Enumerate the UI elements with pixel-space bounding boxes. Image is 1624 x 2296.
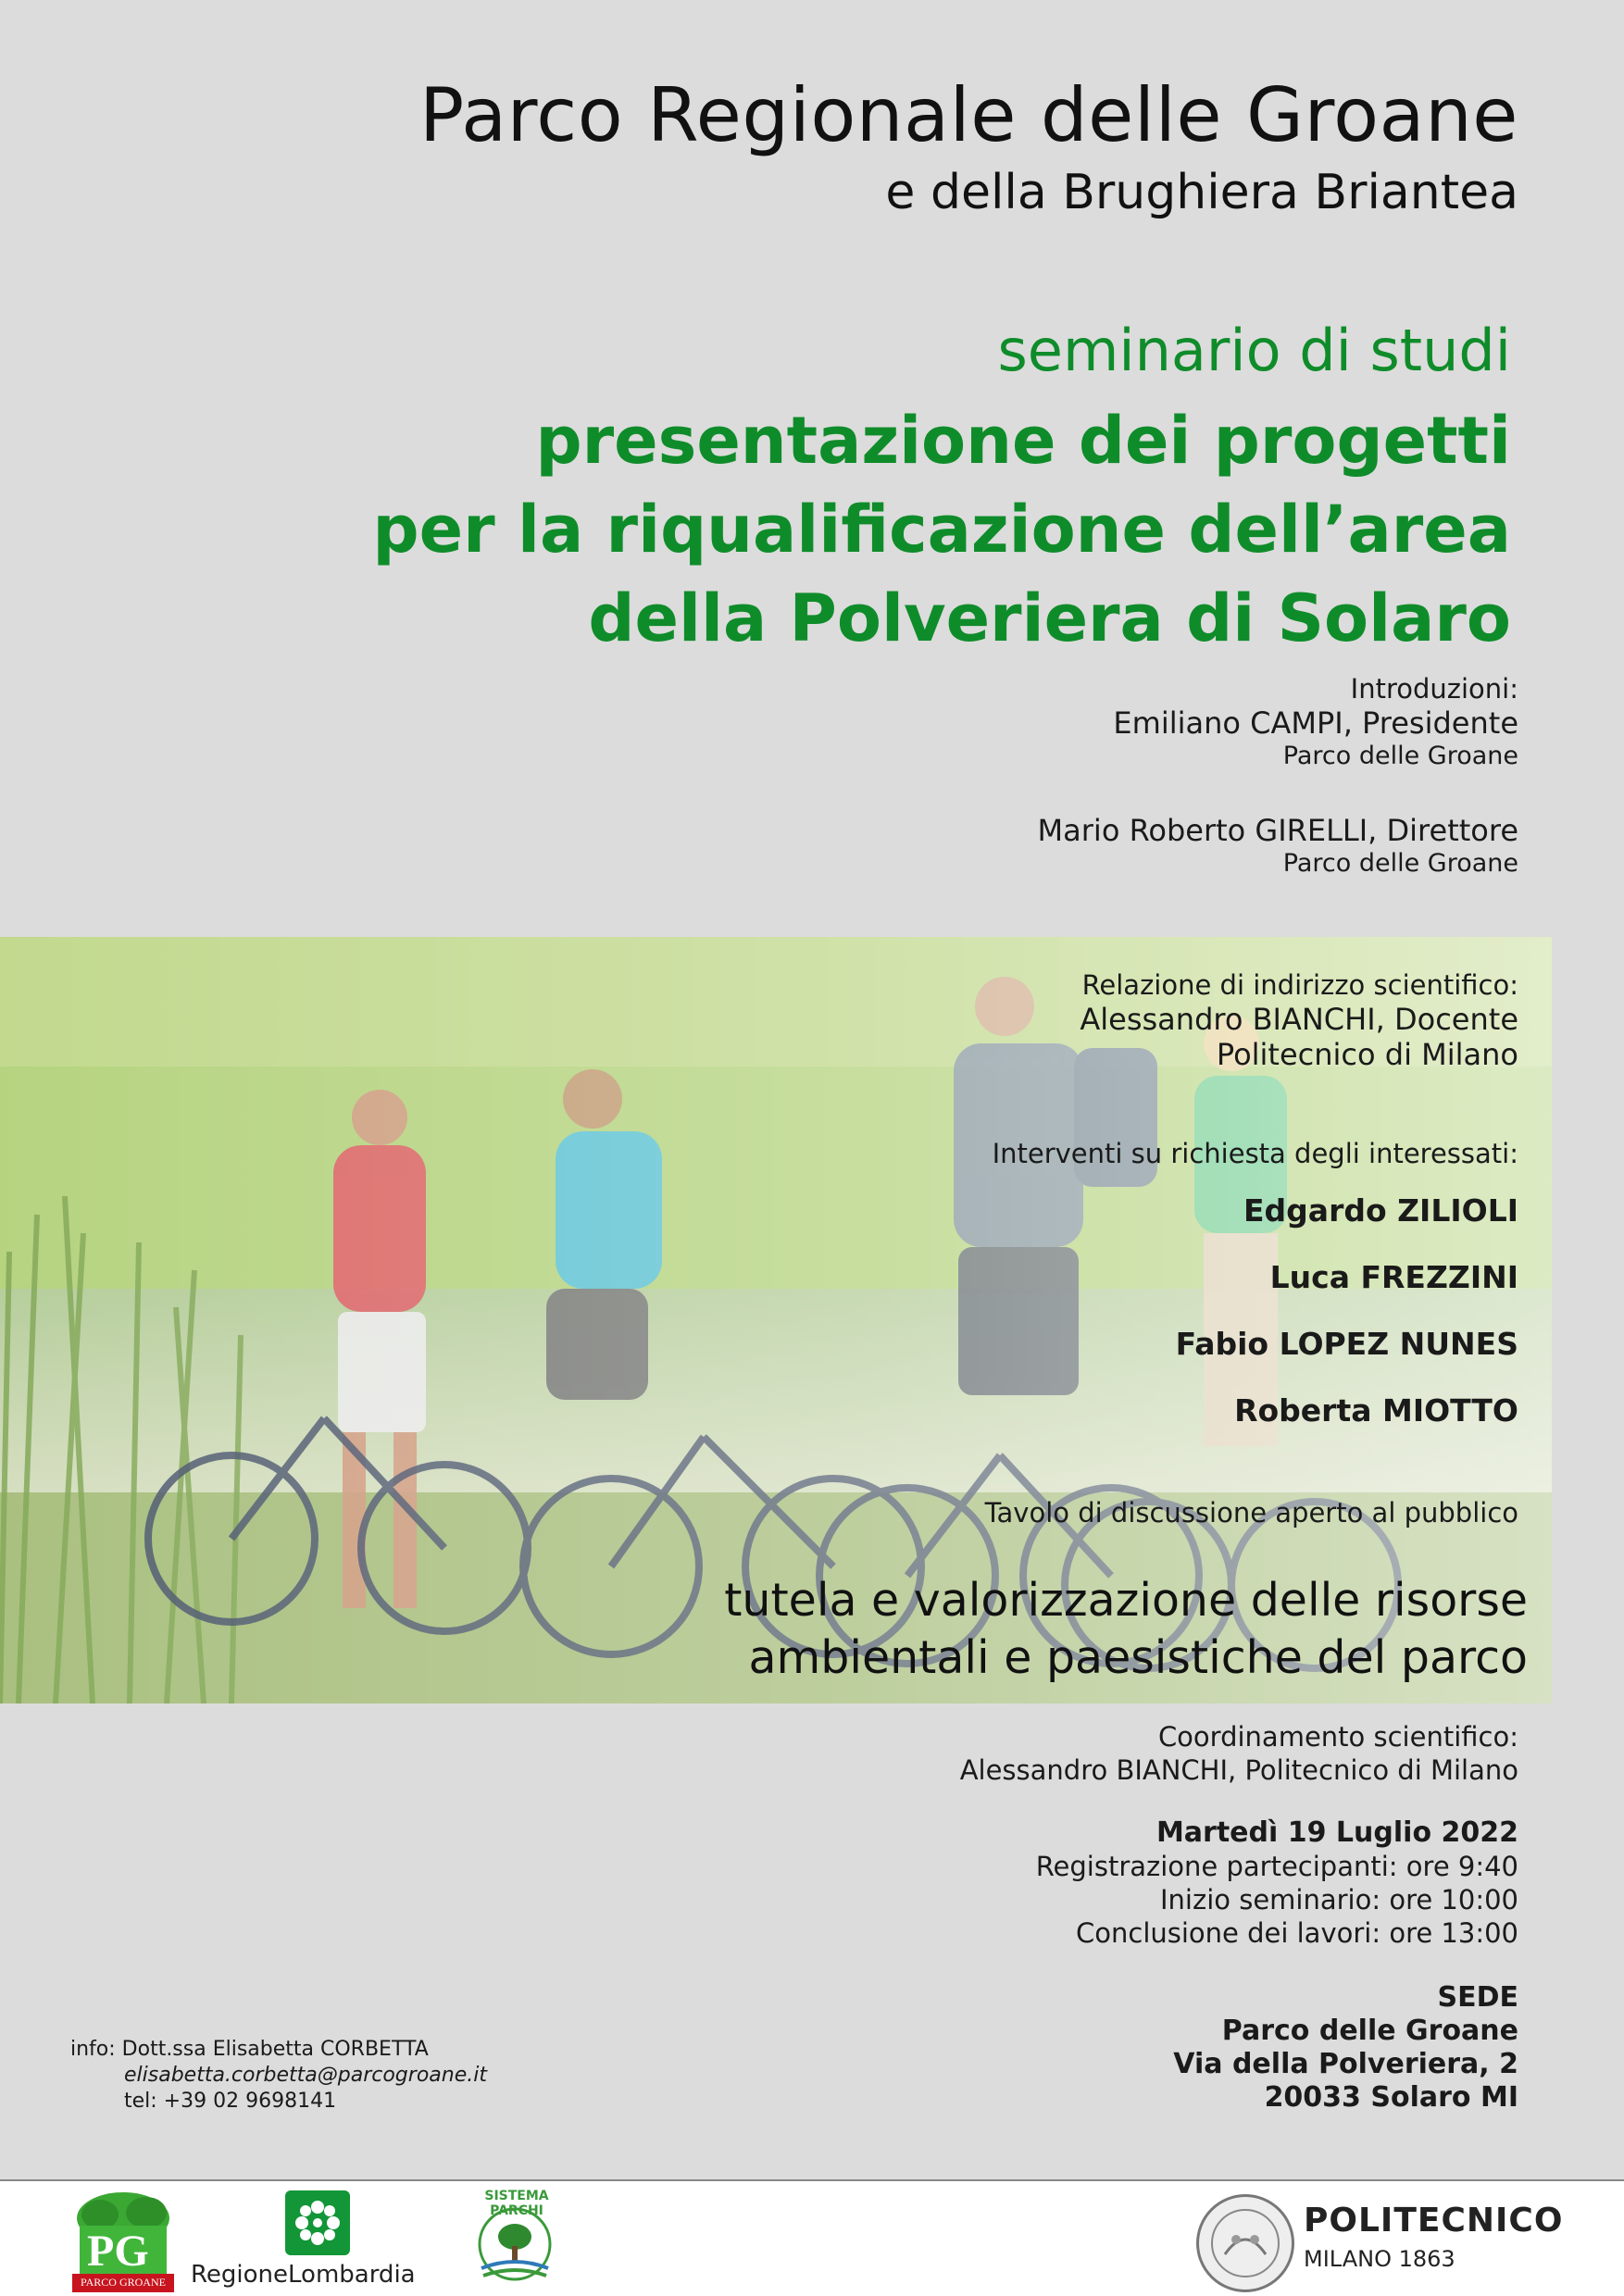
footer-logos (0, 2181, 1624, 2296)
coordination-label: Coordinamento scientifico: (1157, 1721, 1518, 1753)
scientific-report-name: Alessandro BIANCHI, Docente (1080, 1002, 1518, 1037)
info-contact (70, 2037, 487, 2115)
parco-groane-logo (72, 2189, 174, 2292)
seminar-title-line: presentazione dei progetti (535, 403, 1511, 479)
politecnico-name: POLITECNICO (1304, 2202, 1564, 2240)
discussion-label (985, 1496, 1518, 1529)
speaker-org: Parco delle Groane (1282, 849, 1518, 878)
schedule-item: Inizio seminario: ore 10:00 (1159, 1884, 1518, 1915)
sistema-parchi-logo (463, 2190, 567, 2290)
seminar-title (372, 396, 1511, 663)
speaker-org: Parco delle Groane (1282, 742, 1518, 770)
park-name-title: Parco Regionale delle Groane (418, 72, 1518, 158)
interventions-label: Interventi su richiesta degli interessati: (992, 1138, 1518, 1169)
discussion-theme (724, 1572, 1528, 1687)
discussion-label-text: Tavolo di discussione aperto al pubblico (984, 1497, 1518, 1529)
interventions-block (993, 1137, 1518, 1444)
speaker-item: Edgardo ZILIOLI (1243, 1192, 1518, 1229)
interventions-speakers (993, 1178, 1518, 1444)
venue-block (1173, 1981, 1518, 2115)
seminar-title-line: della Polveriera di Solaro (588, 580, 1511, 656)
introductions-label: Introduzioni: (1350, 673, 1518, 705)
scientific-report-org: Politecnico di Milano (1216, 1037, 1518, 1072)
venue-line: 20033 Solaro MI (1264, 2081, 1518, 2114)
schedule-item: Registrazione partecipanti: ore 9:40 (1035, 1851, 1518, 1882)
parco-groane-label: PARCO GROANE (81, 2276, 166, 2289)
speaker-item: Luca FREZZINI (1269, 1259, 1518, 1295)
politecnico-seal-icon (1199, 2197, 1292, 2290)
scientific-report-block (1080, 968, 1518, 1072)
introductions-block (1038, 672, 1518, 880)
seminar-kicker: seminario di studi (997, 317, 1511, 384)
event-date: Martedì 19 Luglio 2022 (1156, 1816, 1518, 1849)
regione-lombardia-label: RegioneLombardia (191, 2261, 416, 2289)
parco-groane-initials: PG (87, 2227, 149, 2276)
regione-lombardia-logo (285, 2190, 350, 2255)
rosa-camuna-icon (285, 2190, 350, 2255)
speaker-item: Roberta MIOTTO (1234, 1392, 1518, 1429)
venue-label: SEDE (1437, 1981, 1518, 2014)
theme-line: tutela e valorizzazione delle risorse (724, 1574, 1528, 1627)
scientific-report-label: Relazione di indirizzo scientifico: (1081, 969, 1518, 1001)
speaker-item: Fabio LOPEZ NUNES (1175, 1326, 1518, 1362)
venue-line: Parco delle Groane (1221, 2015, 1518, 2047)
speaker-name: Emiliano CAMPI, Presidente (1113, 705, 1518, 741)
schedule-block (1036, 1816, 1518, 1950)
venue-line: Via della Polveriera, 2 (1173, 2048, 1518, 2080)
theme-line: ambientali e paesistiche del parco (748, 1631, 1528, 1684)
info-phone: tel: +39 02 9698141 (124, 2090, 337, 2113)
park-name-subtitle: e della Brughiera Briantea (885, 165, 1518, 220)
seminar-title-line: per la riqualificazione dell’area (372, 492, 1511, 568)
info-email[interactable]: elisabetta.corbetta@parcogroane.it (124, 2064, 487, 2087)
schedule-item: Conclusione dei lavori: ore 13:00 (1076, 1917, 1518, 1949)
coordination-block (960, 1720, 1518, 1787)
speaker-name: Mario Roberto GIRELLI, Direttore (1037, 813, 1518, 848)
sistema-parchi-label: SISTEMA PARCHI (484, 2189, 549, 2218)
politecnico-seal (1196, 2194, 1294, 2292)
politecnico-city: MILANO 1863 (1304, 2246, 1455, 2272)
info-contact-name: info: Dott.ssa Elisabetta CORBETTA (70, 2038, 429, 2061)
coordination-name: Alessandro BIANCHI, Politecnico di Milano (959, 1754, 1518, 1786)
